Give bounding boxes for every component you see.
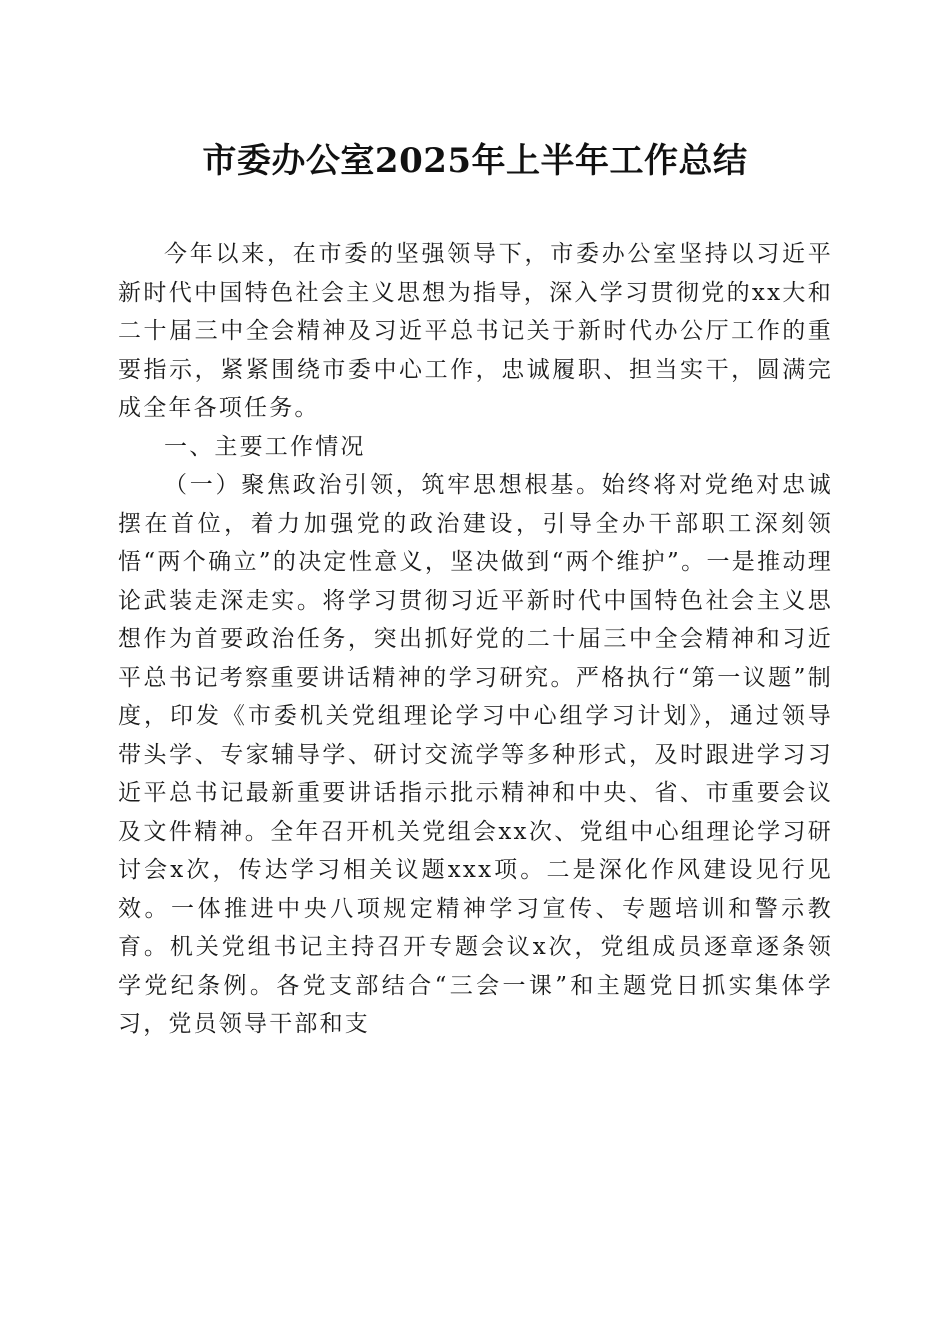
section-1-paragraph: （一）聚焦政治引领，筑牢思想根基。始终将对党绝对忠诚摆在首位，着力加强党的政治建设，引导全办干部职工深刻领悟“两个确立”的决定性意义，坚决做到“两个维护”。一是推动理论武装走深走实。将学习贯彻习近平新时代中国特色社会主义思想作为首要政治任务，突出抓好党的二十届三中全会精神和习近平总书记考察重要讲话精神的学习研究。严格执行“第一议题”制度，印发《市委机关党组理论学习中心组学习计划》，通过领导带头学、专家辅导学、研讨交流学等多种形式，及时跟进学习习近平总书记最新重要讲话指示批示精神和中央、省、市重要会议及文件精神。全年召开机关党组会xx次、党组中心组理论学习研讨会x次，传达学习相关议题xxx项。二是深化作风建设见行见效。一体推进中央八项规定精神学习宣传、专题培训和警示教育。机关党组书记主持召开专题会议x次，党组成员逐章逐条领学党纪条例。各党支部结合“三会一课”和主题党日抓实集体学习，党员领导干部和支 bbox=[118, 472, 833, 1037]
document-body bbox=[118, 235, 833, 1044]
document-title: 市委办公室2025年上半年工作总结 bbox=[202, 141, 748, 181]
section-heading: 一、主要工作情况 bbox=[164, 433, 366, 460]
intro-paragraph: 今年以来，在市委的坚强领导下，市委办公室坚持以习近平新时代中国特色社会主义思想为指导，深入学习贯彻党的xx大和二十届三中全会精神及习近平总书记关于新时代办公厅工作的重要指示，紧紧围绕市委中心工作，忠诚履职、担当实干，圆满完成全年各项任务。 bbox=[118, 241, 833, 421]
